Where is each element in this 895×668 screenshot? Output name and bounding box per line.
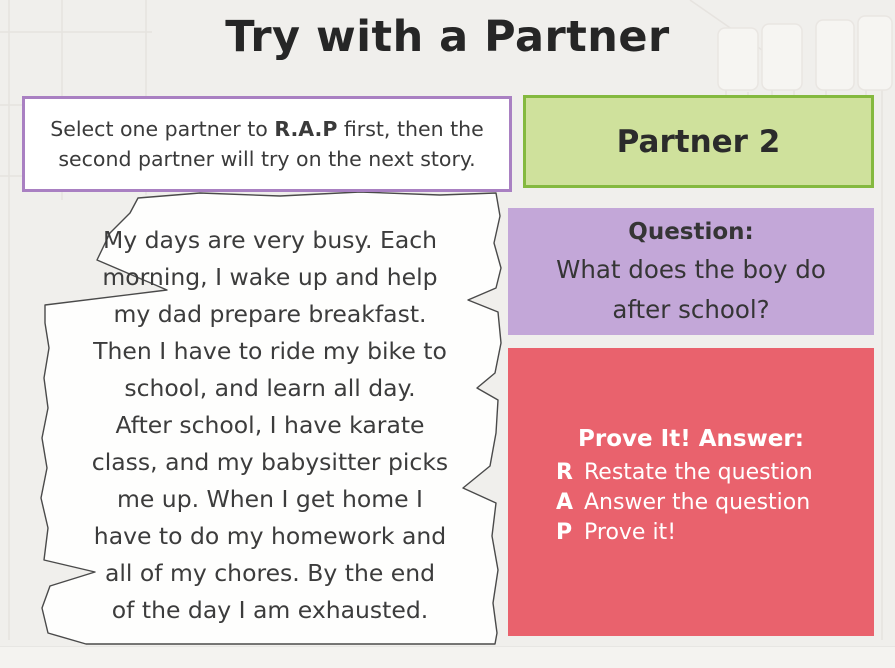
story-line: my dad prepare breakfast. xyxy=(113,300,427,328)
rap-text: Restate the question xyxy=(584,460,813,485)
story-text xyxy=(60,222,480,629)
instruction-line-1 xyxy=(50,114,484,144)
question-panel xyxy=(508,208,874,335)
rap-emphasis: R.A.P xyxy=(274,117,338,141)
story-line: school, and learn all day. xyxy=(124,374,416,402)
story-line: My days are very busy. Each xyxy=(102,226,438,254)
question-line: after school? xyxy=(612,294,770,324)
rap-list xyxy=(556,458,874,548)
rap-text: Answer the question xyxy=(584,490,811,515)
rap-panel xyxy=(508,348,874,636)
question-line: What does the boy do xyxy=(556,254,826,284)
story-line: After school, I have karate xyxy=(115,411,425,439)
story-line: class, and my babysitter picks xyxy=(91,448,449,476)
story-line: me up. When I get home I xyxy=(116,485,423,513)
rap-item xyxy=(556,458,874,488)
instruction-box xyxy=(22,96,512,192)
page-title: Try with a Partner xyxy=(225,12,670,62)
rap-letter: A xyxy=(556,490,574,515)
rap-letter: P xyxy=(556,520,573,545)
slide-bottom-margin xyxy=(0,646,895,668)
partner-panel xyxy=(523,95,874,188)
story-line: have to do my homework and xyxy=(93,522,447,550)
rap-text: Prove it! xyxy=(584,520,677,545)
question-heading: Question: xyxy=(628,218,754,245)
story-line: of the day I am exhausted. xyxy=(111,596,429,624)
rap-heading: Prove It! Answer: xyxy=(578,426,804,452)
partner-label: Partner 2 xyxy=(616,123,781,160)
rap-item xyxy=(556,518,874,548)
instruction-segment: first, then the xyxy=(337,117,484,141)
instruction-text xyxy=(42,114,492,174)
rap-item xyxy=(556,488,874,518)
story-line: morning, I wake up and help xyxy=(102,263,438,291)
instruction-segment: Select one partner to xyxy=(50,117,275,141)
story-line: all of my chores. By the end xyxy=(104,559,436,587)
rap-letter: R xyxy=(556,460,573,485)
instruction-line-2: second partner will try on the next story. xyxy=(58,147,476,171)
story-line: Then I have to ride my bike to xyxy=(93,337,447,365)
